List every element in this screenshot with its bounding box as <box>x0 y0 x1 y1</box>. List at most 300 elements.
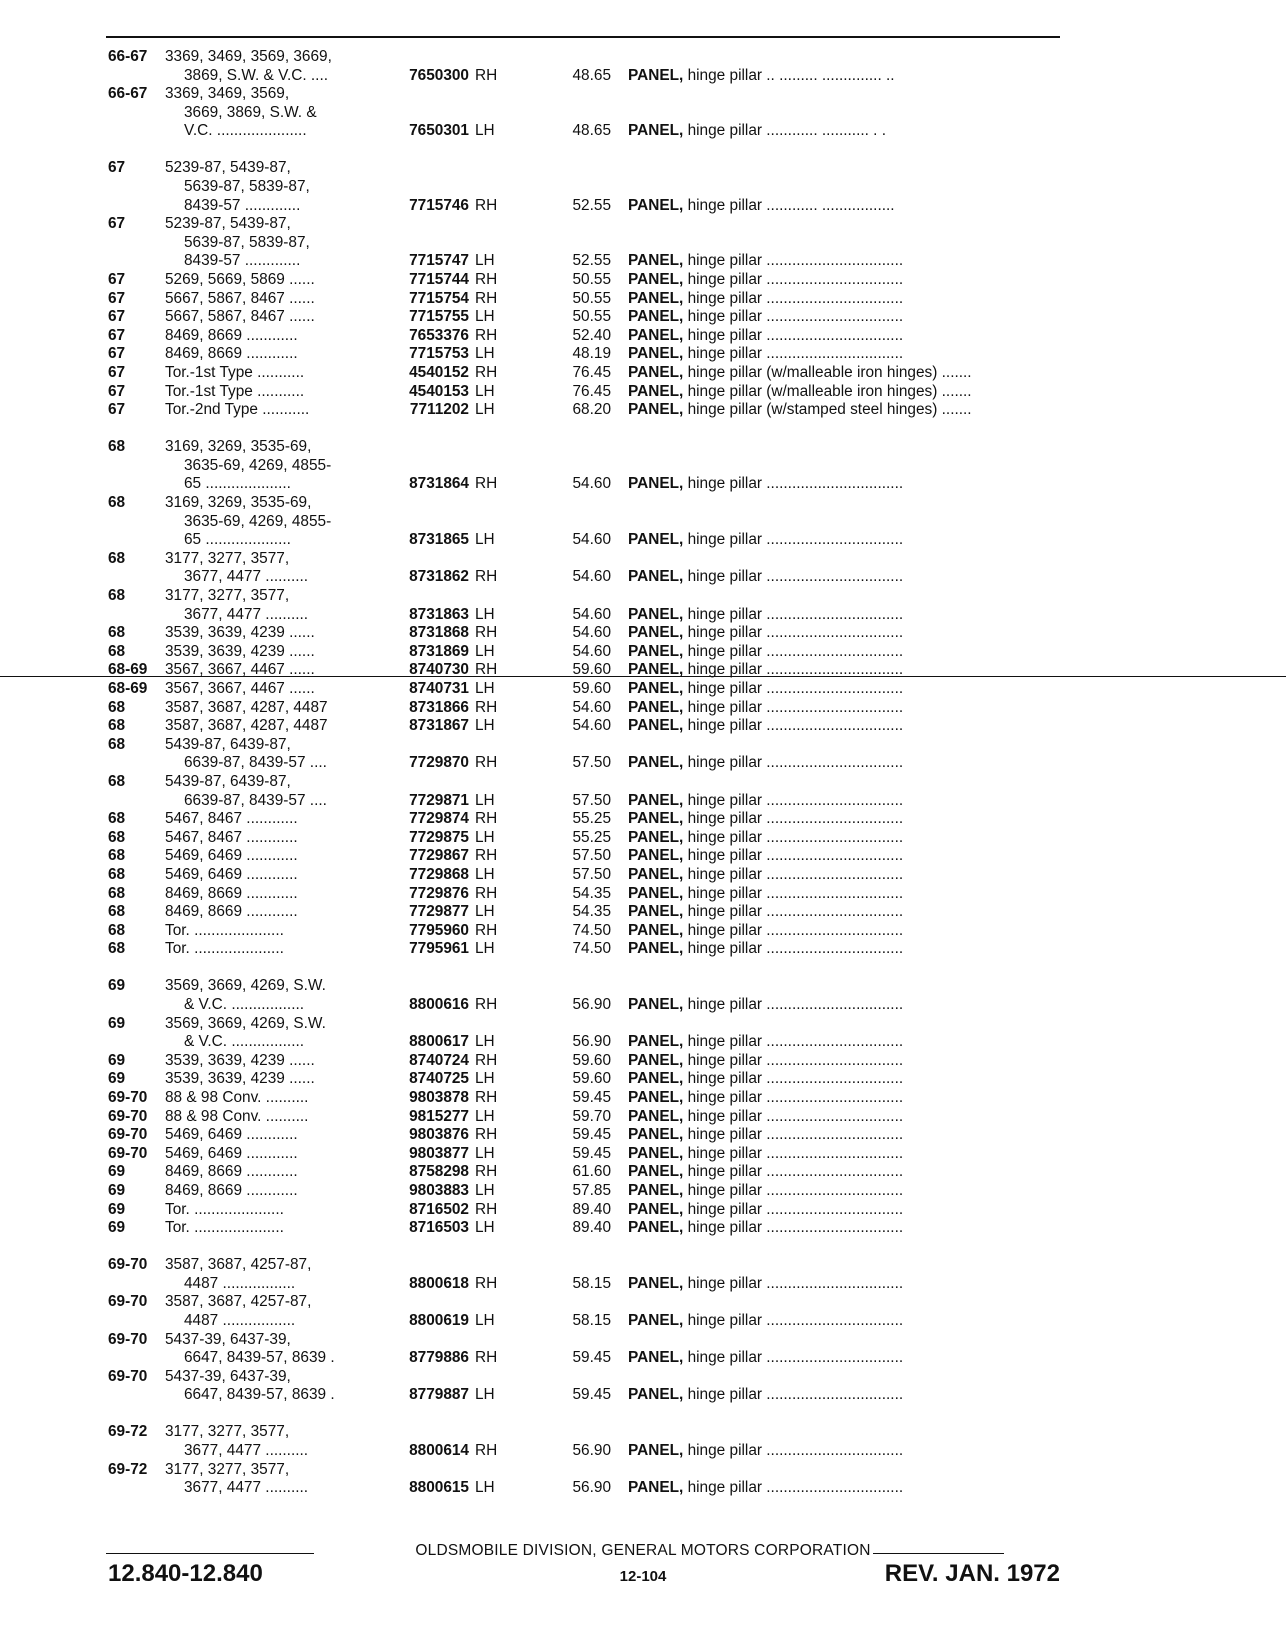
price: 59.45 <box>572 1126 611 1144</box>
model-year: 69 <box>108 1014 126 1032</box>
body-models: 5639-87, 5839-87, <box>184 233 310 251</box>
part-entry <box>108 85 1064 141</box>
description-noun: PANEL, <box>628 382 684 400</box>
side: RH <box>475 661 498 679</box>
part-entry <box>108 773 1064 810</box>
part-entry <box>108 810 1064 829</box>
part-entry <box>108 1201 1064 1220</box>
body-models: 3177, 3277, 3577, <box>165 1460 290 1478</box>
price: 59.60 <box>572 1051 611 1069</box>
body-models: 5269, 5669, 5869 ...... <box>165 271 315 289</box>
model-year: 69-70 <box>108 1144 148 1162</box>
description-noun: PANEL, <box>628 847 684 865</box>
part-entry <box>108 550 1064 587</box>
part-number: 7729868 <box>409 865 469 883</box>
entry-line <box>108 1182 1064 1201</box>
entry-line <box>108 940 1064 959</box>
model-year: 69-70 <box>108 1367 148 1385</box>
price: 74.50 <box>572 940 611 958</box>
entry-line <box>108 531 1064 550</box>
description-text: hinge pillar ................................ <box>683 1181 904 1199</box>
model-year: 69-70 <box>108 1293 148 1311</box>
description-noun: PANEL, <box>628 1163 684 1181</box>
entry-line <box>108 1386 1064 1405</box>
part-entry <box>108 1256 1064 1293</box>
price: 57.50 <box>572 791 611 809</box>
entry-line <box>108 345 1064 364</box>
price: 48.65 <box>572 122 611 140</box>
body-models: V.C. ..................... <box>184 122 307 140</box>
description-noun: PANEL, <box>628 122 684 140</box>
entry-line <box>108 643 1064 662</box>
side: RH <box>475 66 498 84</box>
price: 58.15 <box>572 1312 611 1329</box>
price: 59.45 <box>572 1349 611 1367</box>
description-noun: PANEL, <box>628 1386 684 1404</box>
side: RH <box>475 1051 498 1069</box>
body-models: 4487 ................. <box>184 1274 296 1292</box>
part-number: 8740725 <box>409 1070 469 1088</box>
entry-line <box>108 178 1064 197</box>
price: 57.50 <box>572 754 611 772</box>
description-text: hinge pillar ................................ <box>683 1033 904 1051</box>
price: 89.40 <box>572 1200 611 1218</box>
description <box>628 661 1062 680</box>
description-noun: PANEL, <box>628 271 684 289</box>
price: 56.90 <box>572 1442 611 1460</box>
description-noun: PANEL, <box>628 66 684 84</box>
model-year: 69 <box>108 1181 126 1199</box>
part-number: 7729871 <box>409 791 469 809</box>
part-number: 8758298 <box>409 1163 469 1181</box>
part-entry <box>108 1070 1064 1089</box>
part-number: 7729876 <box>409 884 469 902</box>
side: LH <box>475 903 495 921</box>
entry-line <box>108 122 1064 141</box>
entry-line <box>108 215 1064 234</box>
model-year: 66-67 <box>108 48 148 65</box>
price: 59.45 <box>572 1144 611 1162</box>
description-noun: PANEL, <box>628 1442 684 1460</box>
part-number: 7795960 <box>409 921 469 939</box>
description <box>628 252 1062 271</box>
entry-line <box>108 1015 1064 1034</box>
part-number: 8800615 <box>409 1479 469 1497</box>
entry-line <box>108 1219 1064 1238</box>
entry-line <box>108 1479 1064 1498</box>
body-models: 3369, 3469, 3569, <box>165 85 290 103</box>
description <box>628 401 1062 420</box>
part-entry <box>108 327 1064 346</box>
part-entry <box>108 587 1064 624</box>
entry-line <box>108 1256 1064 1275</box>
model-year: 68 <box>108 735 126 753</box>
description-text: hinge pillar ................................ <box>683 1144 904 1162</box>
part-number: 7795961 <box>409 940 469 958</box>
description-noun: PANEL, <box>628 605 684 623</box>
description-text: hinge pillar ................................ <box>683 605 904 623</box>
description-text: hinge pillar ................................ <box>683 624 904 642</box>
description-text: hinge pillar ................................ <box>683 903 904 921</box>
description <box>628 847 1062 866</box>
side: LH <box>475 1312 495 1329</box>
price: 68.20 <box>572 401 611 419</box>
description-text: hinge pillar ................................ <box>683 1126 904 1144</box>
description-noun: PANEL, <box>628 345 684 363</box>
side: LH <box>475 717 495 735</box>
description <box>628 792 1062 811</box>
part-number: 8716503 <box>409 1219 469 1237</box>
body-models: 3587, 3687, 4287, 4487 <box>165 717 328 735</box>
entry-line <box>108 159 1064 178</box>
body-models: 3177, 3277, 3577, <box>165 549 290 567</box>
description-noun: PANEL, <box>628 884 684 902</box>
description-text: hinge pillar ................................ <box>683 289 904 307</box>
description <box>628 568 1062 587</box>
description <box>628 475 1062 494</box>
description-text: hinge pillar ................................ <box>683 921 904 939</box>
entry-line <box>108 736 1064 755</box>
description-noun: PANEL, <box>628 1144 684 1162</box>
description-noun: PANEL, <box>628 252 684 270</box>
side: RH <box>475 698 498 716</box>
model-year: 67 <box>108 215 126 233</box>
entry-line <box>108 1349 1064 1368</box>
entry-line <box>108 364 1064 383</box>
side: LH <box>475 605 495 623</box>
part-number: 8731864 <box>409 475 469 493</box>
part-number: 7729870 <box>409 754 469 772</box>
price: 59.45 <box>572 1386 611 1404</box>
price: 54.60 <box>572 531 611 549</box>
entry-line <box>108 754 1064 773</box>
entry-line <box>108 308 1064 327</box>
entry-line <box>108 1108 1064 1127</box>
description-noun: PANEL, <box>628 1107 684 1125</box>
part-number: 8800614 <box>409 1442 469 1460</box>
price: 56.90 <box>572 996 611 1013</box>
body-models: 3567, 3667, 4467 ...... <box>165 680 315 697</box>
body-models: 5467, 8467 ............ <box>165 810 298 828</box>
part-entry <box>108 1331 1064 1368</box>
entry-line <box>108 1423 1064 1442</box>
description-text: hinge pillar ................................ <box>683 847 904 865</box>
body-models: 3539, 3639, 4239 ...... <box>165 1070 315 1088</box>
model-year: 69 <box>108 1163 126 1181</box>
description-text: hinge pillar ................................ <box>683 884 904 902</box>
model-year: 68 <box>108 884 126 902</box>
description-noun: PANEL, <box>628 531 684 549</box>
side: LH <box>475 531 495 549</box>
entry-line <box>108 271 1064 290</box>
part-number: 7715753 <box>409 345 469 363</box>
description-noun: PANEL, <box>628 865 684 883</box>
description <box>628 1479 1062 1498</box>
part-entry <box>108 1368 1064 1405</box>
part-number: 7729877 <box>409 903 469 921</box>
body-models: & V.C. ................. <box>184 996 305 1013</box>
entry-line <box>108 903 1064 922</box>
part-number: 7729867 <box>409 847 469 865</box>
entry-line <box>108 885 1064 904</box>
parts-list <box>108 48 1064 1498</box>
description <box>628 308 1062 327</box>
model-year: 67 <box>108 401 126 419</box>
description-text: hinge pillar (w/stamped steel hinges) ....... <box>683 401 972 419</box>
model-year: 69 <box>108 1219 126 1237</box>
part-number: 8740730 <box>409 661 469 679</box>
entry-line <box>108 922 1064 941</box>
part-number: 8779886 <box>409 1349 469 1367</box>
part-entry <box>108 977 1064 1014</box>
part-number: 7715755 <box>409 308 469 326</box>
model-year: 67 <box>108 159 126 177</box>
part-entry <box>108 1293 1064 1330</box>
body-models: 6647, 8439-57, 8639 . <box>184 1349 335 1367</box>
description-noun: PANEL, <box>628 1219 684 1237</box>
part-entry <box>108 345 1064 364</box>
description-text: hinge pillar ................................ <box>683 1274 904 1292</box>
description <box>628 197 1062 216</box>
description-text: hinge pillar ................................ <box>683 754 904 772</box>
model-year: 68 <box>108 642 126 660</box>
entry-line <box>108 234 1064 253</box>
price: 50.55 <box>572 289 611 307</box>
part-number: 8740731 <box>409 680 469 697</box>
model-year: 67 <box>108 289 126 307</box>
part-entry <box>108 940 1064 959</box>
entry-line <box>108 1163 1064 1182</box>
description-text: hinge pillar ................................ <box>683 1349 904 1367</box>
model-year: 69 <box>108 1200 126 1218</box>
description-noun: PANEL, <box>628 401 684 419</box>
part-entry <box>108 494 1064 550</box>
price: 76.45 <box>572 382 611 400</box>
model-year: 69 <box>108 977 126 995</box>
entry-line <box>108 252 1064 271</box>
part-number: 8731862 <box>409 568 469 586</box>
top-rule <box>106 36 1060 38</box>
price: 50.55 <box>572 308 611 326</box>
description <box>628 122 1062 141</box>
description <box>628 866 1062 885</box>
description <box>628 1163 1062 1182</box>
price: 57.50 <box>572 847 611 865</box>
entry-line <box>108 606 1064 625</box>
description-text: hinge pillar ................................ <box>683 661 904 679</box>
entry-line <box>108 513 1064 532</box>
part-number: 8731868 <box>409 624 469 642</box>
part-entry <box>108 1423 1064 1460</box>
price: 76.45 <box>572 364 611 381</box>
price: 59.60 <box>572 661 611 679</box>
body-models: 6647, 8439-57, 8639 . <box>184 1386 335 1404</box>
model-year: 69-70 <box>108 1107 148 1125</box>
side: RH <box>475 1200 498 1218</box>
description-text: hinge pillar (w/malleable iron hinges) ....... <box>683 364 972 381</box>
description-noun: PANEL, <box>628 1126 684 1144</box>
description-text: hinge pillar ................................ <box>683 1107 904 1125</box>
part-entry <box>108 290 1064 309</box>
side: RH <box>475 364 498 381</box>
part-number: 8740724 <box>409 1051 469 1069</box>
body-models: Tor.-2nd Type ........... <box>165 401 310 419</box>
description-text: hinge pillar ................................ <box>683 717 904 735</box>
part-entry <box>108 624 1064 643</box>
description-noun: PANEL, <box>628 921 684 939</box>
body-models: Tor. ..................... <box>165 940 284 958</box>
description <box>628 1201 1062 1220</box>
description-text: hinge pillar ................................ <box>683 996 904 1013</box>
part-entry <box>108 401 1064 420</box>
body-models: 5469, 6469 ............ <box>165 865 298 883</box>
model-year: 69 <box>108 1051 126 1069</box>
description <box>628 1108 1062 1127</box>
description-text: hinge pillar ................................ <box>683 1200 904 1218</box>
price: 48.19 <box>572 345 611 363</box>
body-models: 3587, 3687, 4257-87, <box>165 1293 312 1311</box>
side: RH <box>475 847 498 865</box>
part-entry <box>108 364 1064 383</box>
body-models: 3677, 4477 .......... <box>184 1479 309 1497</box>
entry-line <box>108 1033 1064 1052</box>
entry-line <box>108 1368 1064 1387</box>
model-year: 68 <box>108 810 126 828</box>
side: RH <box>475 568 498 586</box>
part-entry <box>108 1219 1064 1238</box>
side: RH <box>475 326 498 344</box>
part-entry <box>108 643 1064 662</box>
entry-line <box>108 699 1064 718</box>
side: LH <box>475 791 495 809</box>
entry-line <box>108 1275 1064 1294</box>
body-models: 6639-87, 8439-57 .... <box>184 754 327 772</box>
body-models: 65 .................... <box>184 475 291 493</box>
side: RH <box>475 271 498 289</box>
description-text: hinge pillar ................................ <box>683 531 904 549</box>
body-models: Tor. ..................... <box>165 1219 284 1237</box>
part-number: 7650301 <box>409 122 469 140</box>
price: 48.65 <box>572 66 611 84</box>
description <box>628 290 1062 309</box>
body-models: 5467, 8467 ............ <box>165 828 298 846</box>
price: 50.55 <box>572 271 611 289</box>
side: RH <box>475 1088 498 1106</box>
body-models: 3177, 3277, 3577, <box>165 1423 290 1441</box>
entry-line <box>108 847 1064 866</box>
description <box>628 1312 1062 1331</box>
description-text: hinge pillar ................................ <box>683 345 904 363</box>
part-number: 9815277 <box>409 1107 469 1125</box>
price: 61.60 <box>572 1163 611 1181</box>
part-entry <box>108 308 1064 327</box>
model-year: 69-70 <box>108 1330 148 1348</box>
description-text: hinge pillar ................................ <box>683 271 904 289</box>
side: LH <box>475 401 495 419</box>
body-models: 3369, 3469, 3569, 3669, <box>165 48 332 65</box>
part-number: 9803877 <box>409 1144 469 1162</box>
model-year: 67 <box>108 326 126 344</box>
entry-line <box>108 494 1064 513</box>
part-number: 7653376 <box>409 326 469 344</box>
body-models: 3635-69, 4269, 4855- <box>184 456 332 474</box>
description-noun: PANEL, <box>628 661 684 679</box>
side: LH <box>475 940 495 958</box>
price: 55.25 <box>572 810 611 828</box>
part-entry <box>108 885 1064 904</box>
description <box>628 606 1062 625</box>
entry-line <box>108 1070 1064 1089</box>
body-models: 5469, 6469 ............ <box>165 1126 298 1144</box>
price: 56.90 <box>572 1479 611 1497</box>
body-models: 3677, 4477 .......... <box>184 568 309 586</box>
model-year: 68 <box>108 698 126 716</box>
description <box>628 624 1062 643</box>
body-models: 3587, 3687, 4257-87, <box>165 1256 312 1274</box>
part-entry <box>108 717 1064 736</box>
price: 59.60 <box>572 1070 611 1088</box>
part-entry <box>108 847 1064 866</box>
part-entry <box>108 438 1064 494</box>
description-text: hinge pillar ................................ <box>683 791 904 809</box>
model-year: 68 <box>108 624 126 642</box>
description <box>628 1126 1062 1145</box>
entry-line <box>108 383 1064 402</box>
description <box>628 903 1062 922</box>
description <box>628 531 1062 550</box>
part-number: 8800617 <box>409 1033 469 1051</box>
price: 56.90 <box>572 1033 611 1051</box>
part-number: 7715746 <box>409 196 469 214</box>
entry-line <box>108 661 1064 680</box>
side: RH <box>475 1126 498 1144</box>
part-entry <box>108 922 1064 941</box>
side: RH <box>475 624 498 642</box>
entry-line <box>108 48 1064 67</box>
model-year: 68 <box>108 717 126 735</box>
part-entry <box>108 383 1064 402</box>
side: LH <box>475 865 495 883</box>
entry-line <box>108 680 1064 699</box>
body-models: Tor.-1st Type ........... <box>165 364 305 381</box>
part-number: 8779887 <box>409 1386 469 1404</box>
side: LH <box>475 122 495 140</box>
description-noun: PANEL, <box>628 828 684 846</box>
part-entry <box>108 866 1064 885</box>
part-entry <box>108 1126 1064 1145</box>
price: 52.40 <box>572 326 611 344</box>
description-noun: PANEL, <box>628 475 684 493</box>
description <box>628 885 1062 904</box>
price: 54.60 <box>572 717 611 735</box>
part-entry <box>108 1052 1064 1071</box>
body-models: 5639-87, 5839-87, <box>184 178 310 196</box>
part-entry <box>108 1089 1064 1108</box>
description-text: hinge pillar ................................ <box>683 828 904 846</box>
price: 74.50 <box>572 921 611 939</box>
part-entry <box>108 271 1064 290</box>
part-number: 8731866 <box>409 698 469 716</box>
description <box>628 1145 1062 1164</box>
price: 59.70 <box>572 1107 611 1125</box>
model-year: 68 <box>108 494 126 512</box>
description <box>628 1089 1062 1108</box>
price: 54.60 <box>572 624 611 642</box>
side: RH <box>475 1442 498 1460</box>
body-models: 5439-87, 6439-87, <box>165 735 291 753</box>
part-number: 9803878 <box>409 1088 469 1106</box>
footer-corporation <box>0 1542 1286 1560</box>
